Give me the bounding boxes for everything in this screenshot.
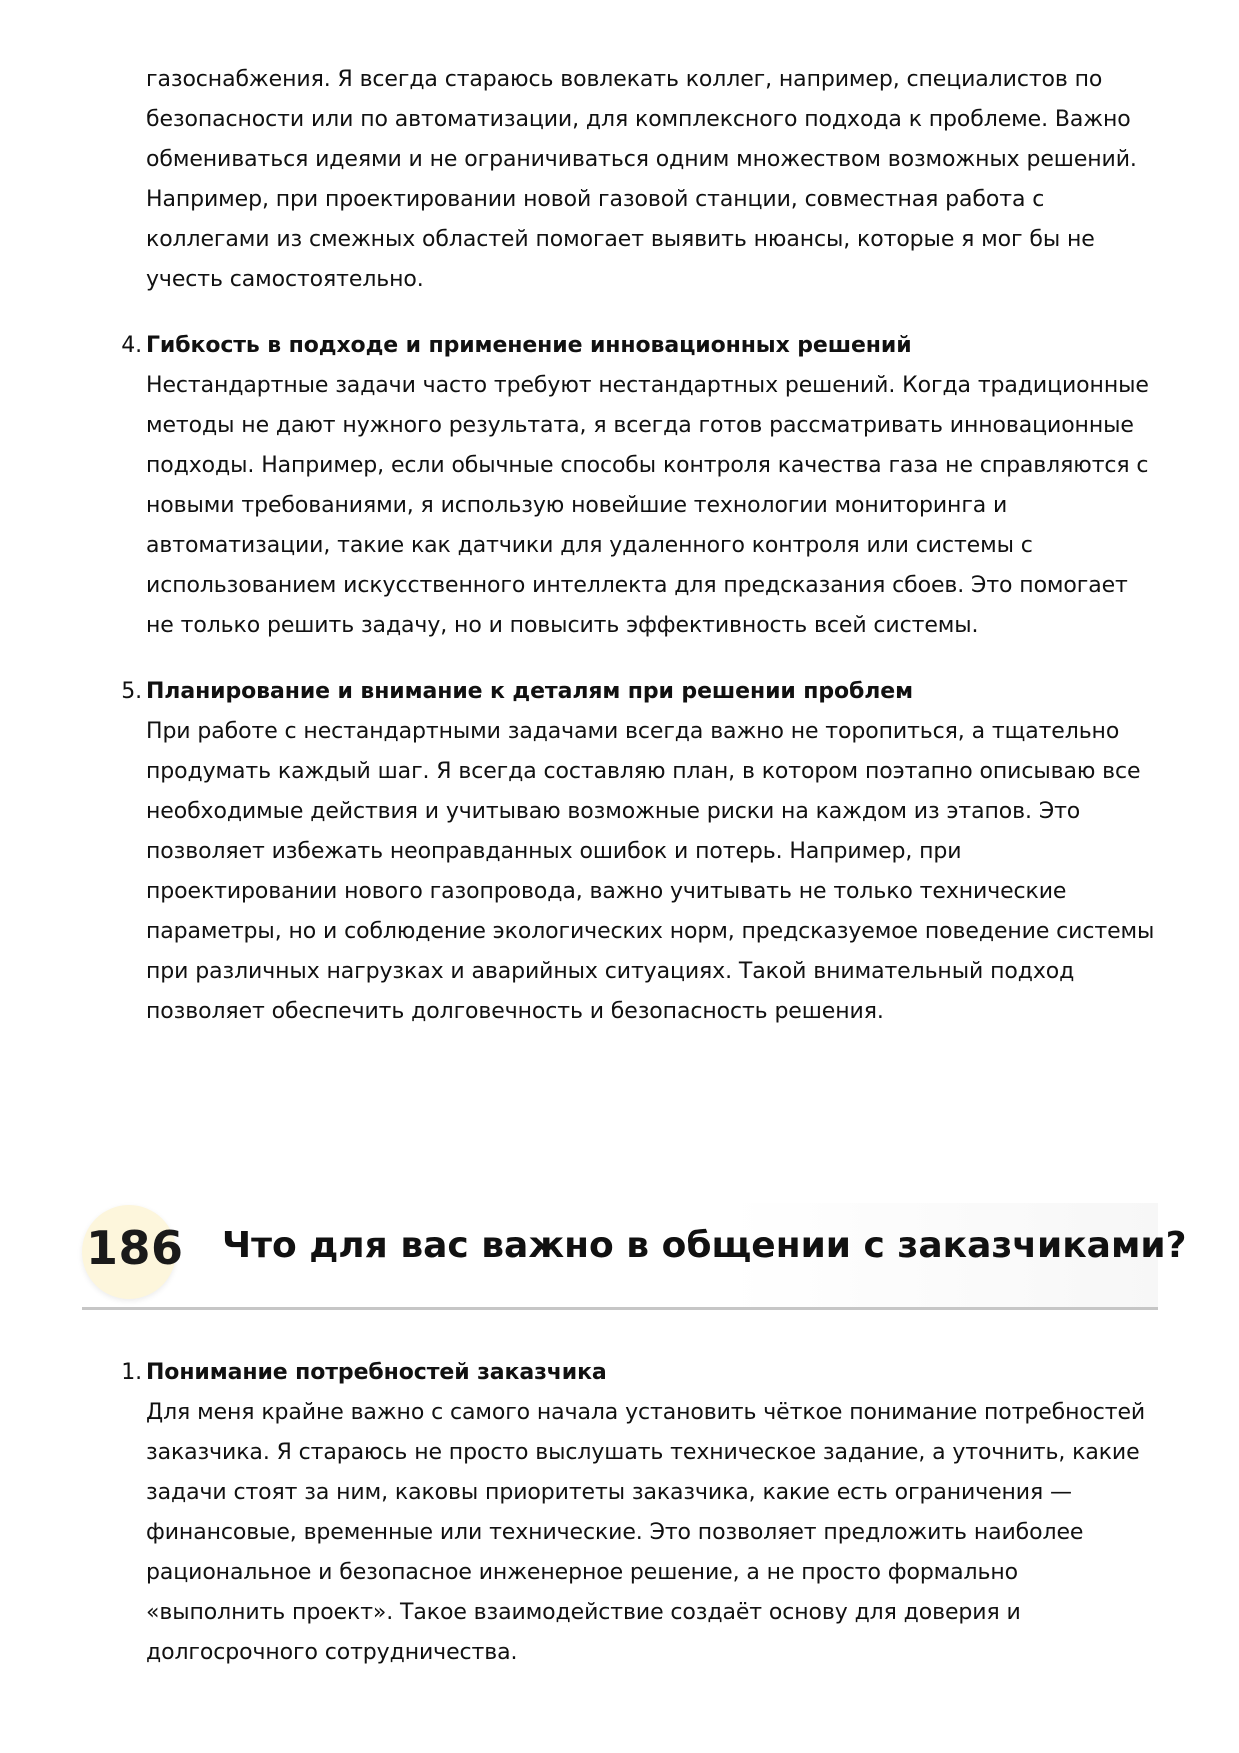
list-item-body: При работе с нестандартными задачами всегда важно не торопиться, а тщательно продумать каждый шаг. Я всегда составляю план, в котором поэтапно описываю все необходимые действия и учитываю возможные риски на каждом из этапов. Это позволяет избежать неоправданных ошибок и потерь. Например, при проектировании нового газопровода, важно учитывать не только технические параметры, но и соблюдение экологических норм, предсказуемое поведение системы при различных нагрузках и аварийных ситуациях. Такой внимательный подход позволяет обеспечить долговечность и безопасность решения. (146, 719, 1155, 1024)
list-item-number: 5. (121, 679, 142, 704)
list-item-body: Нестандартные задачи часто требуют нестандартных решений. Когда традиционные методы не дают нужного результата, я всегда готов рассматривать инновационные подходы. Например, если обычные способы контроля качества газа не справляются с новыми требованиями, я использую новейшие технологии мониторинга и автоматизации, такие как датчики для удаленного контроля или системы с использованием искусственного интеллекта для предсказания сбоев. Это помогает не только решить задачу, но и повысить эффективность всей системы. (146, 373, 1149, 638)
list-item (121, 326, 1156, 646)
list-item-number: 1. (121, 1360, 142, 1385)
section-header (82, 1203, 1187, 1310)
list-item-title: Понимание потребностей заказчика (146, 1360, 607, 1385)
list-item-body: Для меня крайне важно с самого начала установить чёткое понимание потребностей заказчика. Я стараюсь не просто выслушать техническое задание, а уточнить, какие задачи стоят за ним, каковы приоритеты заказчика, какие есть ограничения — финансовые, временные или технические. Это позволяет предложить наиболее рациональное и безопасное инженерное решение, а не просто формально «выполнить проект». Такое взаимодействие создаёт основу для доверия и долгосрочного сотрудничества. (146, 1400, 1146, 1665)
lead-paragraph: газоснабжения. Я всегда стараюсь вовлекать коллег, например, специалистов по безопасности или по автоматизации, для комплексного подхода к проблеме. Важно обмениваться идеями и не ограничиваться одним множеством возможных решений. Например, при проектировании новой газовой станции, совместная работа с коллегами из смежных областей помогает выявить нюансы, которые я мог бы не учесть самостоятельно. (146, 67, 1137, 292)
section-title: Что для вас важно в общении с заказчиками? (222, 1225, 1187, 1266)
section-number-badge (82, 1205, 184, 1299)
list-item-title: Гибкость в подходе и применение инновационных решений (146, 333, 912, 358)
list-item-number: 4. (121, 333, 142, 358)
section-number: 186 (86, 1221, 184, 1275)
list-item (121, 1353, 1156, 1673)
list-item-title: Планирование и внимание к деталям при решении проблем (146, 679, 914, 704)
list-item (121, 672, 1156, 1032)
